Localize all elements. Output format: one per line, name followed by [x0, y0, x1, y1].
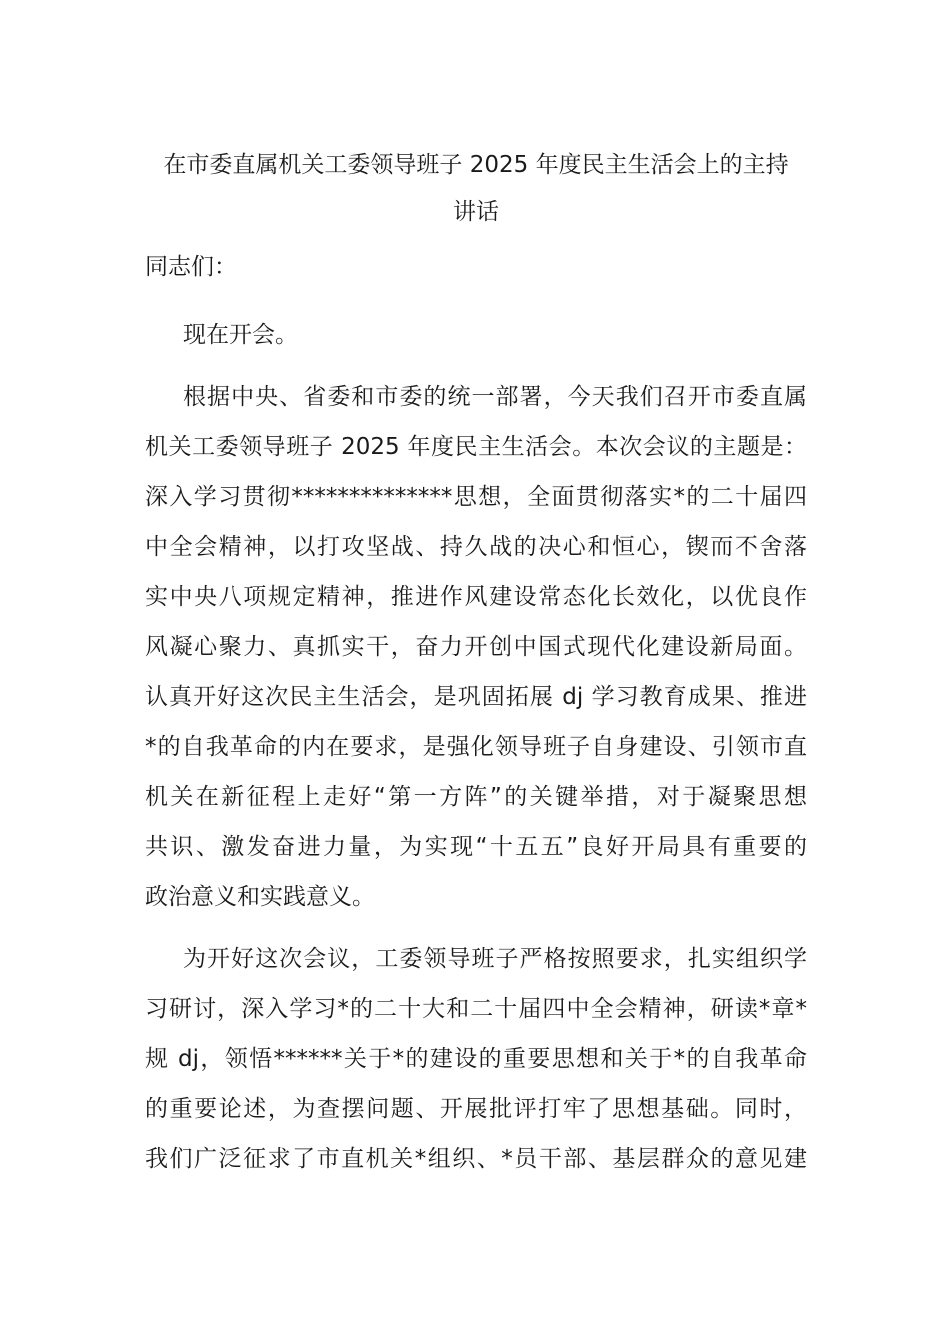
paragraph-background: [145, 372, 807, 922]
paragraph-line: 习研讨，深入学习*的二十大和二十届四中全会精神，研读*章*: [145, 996, 807, 1022]
document-title: [133, 142, 819, 236]
paragraph-line: 认真开好这次民主生活会，是巩固拓展 dj 学习教育成果、推进: [145, 684, 807, 710]
paragraph-line: 机关在新征程上走好“第一方阵”的关键举措，对于凝聚思想: [145, 784, 807, 810]
paragraph-opening: [145, 310, 807, 360]
paragraph-line: 为开好这次会议，工委领导班子严格按照要求，扎实组织学: [183, 946, 807, 972]
title-line-1: 在市委直属机关工委领导班子 2025 年度民主生活会上的主持: [163, 152, 789, 178]
paragraph-line: 现在开会。: [183, 322, 298, 348]
paragraph-line: 深入学习贯彻**************思想，全面贯彻落实*的二十届四: [145, 484, 807, 510]
paragraph-line: 政治意义和实践意义。: [145, 884, 375, 910]
paragraph-line: 的重要论述，为查摆问题、开展批评打牢了思想基础。同时，: [145, 1096, 807, 1122]
paragraph-line: 根据中央、省委和市委的统一部署，今天我们召开市委直属: [183, 384, 807, 410]
paragraph-line: 风凝心聚力、真抓实干，奋力开创中国式现代化建设新局面。: [145, 634, 807, 660]
salutation: 同志们：: [145, 254, 237, 280]
title-line-2: 讲话: [453, 199, 499, 225]
paragraph-preparation: [145, 934, 807, 1184]
paragraph-line: 规 dj，领悟******关于*的建设的重要思想和关于*的自我革命: [145, 1046, 807, 1072]
paragraph-line: 我们广泛征求了市直机关*组织、*员干部、基层群众的意见建: [145, 1146, 807, 1172]
document-page: [145, 142, 807, 1184]
paragraph-line: 共识、激发奋进力量，为实现“十五五”良好开局具有重要的: [145, 834, 807, 860]
paragraph-line: *的自我革命的内在要求，是强化领导班子自身建设、引领市直: [145, 734, 807, 760]
paragraph-line: 实中央八项规定精神，推进作风建设常态化长效化，以优良作: [145, 584, 807, 610]
paragraph-line: 中全会精神，以打攻坚战、持久战的决心和恒心，锲而不舍落: [145, 534, 807, 560]
paragraph-line: 机关工委领导班子 2025 年度民主生活会。本次会议的主题是：: [145, 434, 807, 460]
